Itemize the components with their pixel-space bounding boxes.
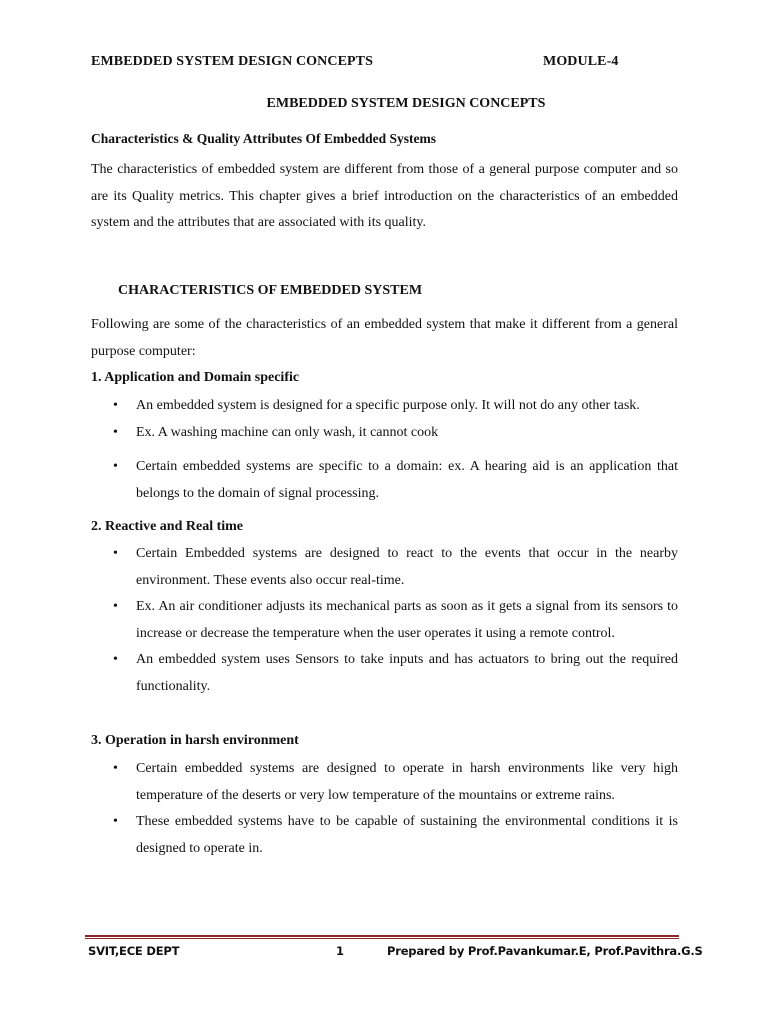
bullet-icon: • bbox=[113, 398, 118, 413]
section-intro-paragraph: Following are some of the characteristics of an embedded system that make it different from a general purpose computer: bbox=[91, 317, 678, 359]
bullet-icon: • bbox=[113, 652, 118, 667]
bullet-icon: • bbox=[113, 599, 118, 614]
bullet-icon: • bbox=[113, 546, 118, 561]
page-title bbox=[0, 96, 768, 112]
section-heading: CHARACTERISTICS OF EMBEDDED SYSTEM bbox=[118, 283, 423, 298]
bullet-icon: • bbox=[113, 761, 118, 776]
section-3-heading: 3. Operation in harsh environment bbox=[91, 733, 299, 748]
section-3-list bbox=[91, 756, 678, 862]
header-module: MODULE-4 bbox=[543, 54, 619, 69]
intro-paragraph: The characteristics of embedded system are different from those of a general purpose computer and so are its Quality metrics. This chapter gives a brief introduction on the characteristics of an embedded system and the attributes that are associated with its quality. bbox=[91, 162, 678, 230]
list-item bbox=[91, 420, 678, 447]
list-item-text: An embedded system is designed for a specific purpose only. It will not do any other task. bbox=[136, 398, 640, 413]
list-item-text: Certain embedded systems are specific to a domain: ex. A hearing aid is an application that belongs to the domain of signal processing. bbox=[136, 459, 678, 501]
list-item-text: Ex. An air conditioner adjusts its mechanical parts as soon as it gets a signal from its sensors to increase or decrease the temperature when the user operates it using a remote control. bbox=[136, 599, 678, 641]
page-subtitle: Characteristics & Quality Attributes Of Embedded Systems bbox=[91, 131, 436, 146]
list-item bbox=[91, 756, 678, 809]
list-item bbox=[91, 393, 678, 420]
section-1-heading: 1. Application and Domain specific bbox=[91, 370, 300, 385]
section-1-list bbox=[91, 393, 678, 507]
list-item-text: An embedded system uses Sensors to take inputs and has actuators to bring out the required functionality. bbox=[136, 652, 678, 694]
list-item bbox=[91, 647, 678, 700]
list-item-text: Ex. A washing machine can only wash, it cannot cook bbox=[136, 424, 439, 440]
section-2-heading: 2. Reactive and Real time bbox=[91, 519, 244, 534]
list-item bbox=[91, 594, 678, 647]
footer-authors: Prepared by Prof.Pavankumar.E, Prof.Pavithra.G.S bbox=[387, 944, 703, 958]
page-title-text: EMBEDDED SYSTEM DESIGN CONCEPTS bbox=[266, 96, 546, 111]
footer-page-number: 1 bbox=[336, 944, 344, 958]
list-item-text: Certain embedded systems are designed to operate in harsh environments like very high temperature of the deserts or very low temperature of the mountains or extreme rains. bbox=[136, 761, 678, 803]
header-title: EMBEDDED SYSTEM DESIGN CONCEPTS bbox=[91, 54, 373, 69]
bullet-icon: • bbox=[113, 424, 118, 440]
list-item bbox=[91, 541, 678, 594]
bullet-icon: • bbox=[113, 814, 118, 829]
footer-rule-thin bbox=[85, 938, 679, 939]
list-item bbox=[91, 454, 678, 507]
bullet-icon: • bbox=[113, 459, 118, 474]
list-item-text: Certain Embedded systems are designed to react to the events that occur in the nearby environment. These events also occur real-time. bbox=[136, 546, 678, 588]
footer-rule-thick bbox=[85, 935, 679, 937]
section-2-list bbox=[91, 541, 678, 700]
footer-department: SVIT,ECE DEPT bbox=[88, 944, 180, 958]
list-item-text: These embedded systems have to be capable of sustaining the environmental conditions it is designed to operate in. bbox=[136, 814, 678, 856]
footer-rule bbox=[85, 935, 679, 940]
list-item bbox=[91, 809, 678, 862]
